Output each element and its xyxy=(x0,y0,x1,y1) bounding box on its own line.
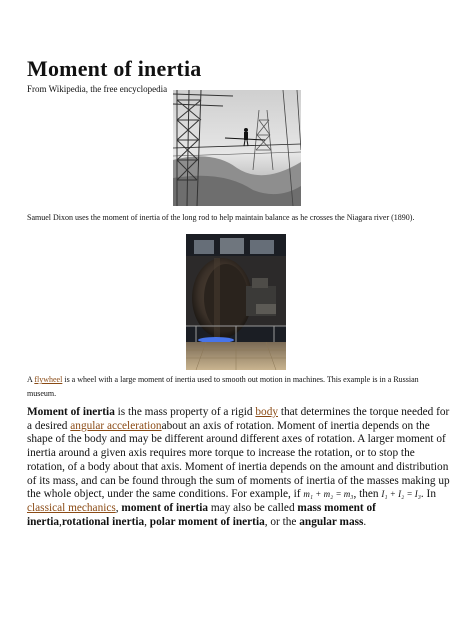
math-inertia-sum: I₁ + I₂ = I₃ xyxy=(381,489,421,500)
body-link[interactable]: body xyxy=(255,406,278,418)
classical-mechanics-link[interactable]: classical mechanics xyxy=(27,501,116,514)
flywheel-photo xyxy=(186,234,286,370)
page-subtitle: From Wikipedia, the free encyclopedia xyxy=(27,84,168,94)
figure-2-caption: A flywheel is a wheel with a large moment of inertia used to smooth out motion in machines. This example is in a Russian museum. xyxy=(27,375,419,398)
flywheel-link[interactable]: flywheel xyxy=(34,375,63,384)
figure-1-caption: Samuel Dixon uses the moment of inertia of the long rod to help maintain balance as he crosses the Niagara river (1890). xyxy=(27,213,415,222)
page-title: Moment of inertia xyxy=(27,56,202,81)
math-mass-sum: m₁ + m₂ = m₃ xyxy=(303,489,354,500)
niagara-photo xyxy=(173,90,301,206)
term-moment-of-inertia: Moment of inertia xyxy=(27,406,115,418)
article-body-paragraph: Moment of inertia is the mass property of a rigid body that determines the torque needed for a desired angular accelerationabout an axis of rotation. Moment of inertia depends on the shape of the body and may be different around different axes of rotation. A larger moment of inertia around a given axis requires more torque to increase the rotation, or to stop the rotation, of a body about that axis. Moment of inertia depends on the amount and distribution of its mass, and can be found through the sum of moments of inertia of the masses making up the whole object, under the same conditions. For example, if m₁ + m₂ = m₃, then I₁ + I₂ = I₃. In classical mechanics, moment of inertia may also be called mass moment of inertia,rotational inertia, polar moment of inertia, or the angular mass. xyxy=(27,406,450,528)
angular-acceleration-link[interactable]: angular acceleration xyxy=(70,419,162,432)
